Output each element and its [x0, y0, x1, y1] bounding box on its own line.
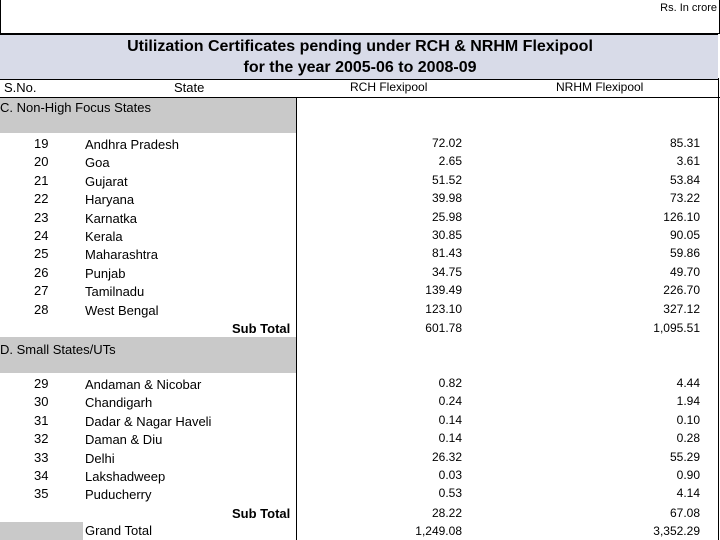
- row-nrhm-value: 73.22: [669, 191, 700, 206]
- row-state: Goa: [85, 155, 110, 171]
- row-sno: 21: [34, 172, 49, 188]
- row-rch-value: 81.43: [431, 246, 462, 261]
- row-rch-value: 0.53: [438, 486, 462, 501]
- row-rch-value: 123.10: [425, 301, 462, 316]
- row-nrhm-value: 90.05: [669, 228, 700, 242]
- row-state: Delhi: [85, 450, 115, 466]
- row-sno: 34: [34, 468, 49, 483]
- row-state: Chandigarh: [85, 395, 153, 411]
- section-d-subtotal-rch: 28.22: [431, 506, 462, 520]
- row-nrhm-value: 3.61: [676, 154, 700, 169]
- row-sno: 31: [34, 412, 49, 428]
- section-c-subtotal-rch: 601.78: [425, 321, 462, 335]
- units-box: [0, 0, 720, 34]
- row-nrhm-value: 55.29: [669, 449, 700, 464]
- row-rch-value: 0.24: [438, 394, 462, 409]
- row-rch-value: 0.82: [438, 376, 462, 390]
- section-c-label: C. Non-High Focus States: [0, 100, 152, 115]
- row-sno: 20: [34, 154, 49, 170]
- row-sno: 23: [34, 209, 49, 225]
- row-state: Puducherry: [85, 487, 152, 503]
- units-label: Rs. In crore: [660, 2, 717, 14]
- row-rch-value: 26.32: [431, 449, 462, 464]
- row-state: Dadar & Nagar Haveli: [85, 413, 212, 429]
- header-state: State: [174, 80, 205, 95]
- row-rch-value: 39.98: [431, 191, 462, 206]
- grand-total-rch: 1,249.08: [415, 524, 462, 538]
- row-sno: 22: [34, 191, 49, 207]
- row-rch-value: 34.75: [431, 264, 462, 279]
- row-rch-value: 51.52: [431, 172, 462, 187]
- row-state: Tamilnadu: [85, 284, 145, 300]
- row-state: Andhra Pradesh: [85, 137, 179, 152]
- row-nrhm-value: 49.70: [669, 264, 700, 279]
- row-state: Gujarat: [85, 173, 128, 189]
- header-sno: S.No.: [4, 80, 37, 95]
- section-d-subtotal-label: Sub Total: [232, 506, 291, 521]
- section-c-subtotal-nrhm: 1,095.51: [653, 321, 700, 335]
- row-rch-value: 2.65: [438, 154, 462, 169]
- row-sno: 33: [34, 449, 49, 465]
- row-state: Andaman & Nicobar: [85, 377, 202, 392]
- grand-total-nrhm: 3,352.29: [653, 524, 700, 538]
- grand-total-band: [0, 522, 83, 540]
- row-rch-value: 25.98: [431, 209, 462, 224]
- row-sno: 30: [34, 394, 49, 410]
- col-divider-1: [296, 97, 297, 540]
- row-sno: 28: [34, 301, 49, 317]
- row-nrhm-value: 53.84: [669, 172, 700, 187]
- row-rch-value: 139.49: [425, 283, 462, 298]
- row-state: Karnatka: [85, 210, 138, 226]
- row-nrhm-value: 4.14: [676, 486, 700, 501]
- row-sno: 29: [34, 376, 49, 391]
- row-nrhm-value: 4.44: [676, 376, 700, 390]
- page-title-line2: for the year 2005-06 to 2008-09: [243, 59, 477, 76]
- row-sno: 35: [34, 486, 49, 502]
- row-sno: 25: [34, 246, 49, 262]
- header-nrhm: NRHM Flexipool: [556, 80, 644, 94]
- row-nrhm-value: 0.90: [676, 468, 700, 482]
- row-sno: 32: [34, 431, 49, 447]
- section-d-label: D. Small States/UTs: [0, 342, 116, 357]
- row-nrhm-value: 226.70: [663, 283, 700, 298]
- grand-total-label: Grand Total: [85, 523, 152, 538]
- row-nrhm-value: 0.28: [676, 431, 700, 446]
- row-state: Kerala: [85, 229, 123, 244]
- header-divider: [0, 97, 720, 98]
- row-nrhm-value: 327.12: [663, 301, 700, 316]
- row-state: Daman & Diu: [85, 432, 163, 448]
- row-rch-value: 0.14: [438, 431, 462, 446]
- row-sno: 26: [34, 264, 49, 280]
- row-rch-value: 72.02: [431, 136, 462, 150]
- col-divider-right: [718, 78, 719, 540]
- row-nrhm-value: 126.10: [663, 209, 700, 224]
- row-state: Lakshadweep: [85, 469, 166, 484]
- row-rch-value: 30.85: [431, 228, 462, 242]
- row-state: Maharashtra: [85, 247, 158, 263]
- row-nrhm-value: 1.94: [676, 394, 700, 409]
- row-state: Haryana: [85, 192, 135, 208]
- section-c-subtotal-label: Sub Total: [232, 321, 291, 336]
- section-d-subtotal-nrhm: 67.08: [669, 506, 700, 520]
- row-nrhm-value: 85.31: [669, 136, 700, 150]
- page-title-line1: Utilization Certificates pending under RCH & NRHM Flexipool: [127, 38, 593, 55]
- row-state: Punjab: [85, 265, 126, 281]
- row-sno: 19: [34, 136, 49, 151]
- row-nrhm-value: 0.10: [676, 412, 700, 427]
- row-rch-value: 0.14: [438, 412, 462, 427]
- row-state: West Bengal: [85, 302, 159, 318]
- header-rch: RCH Flexipool: [350, 80, 428, 94]
- row-rch-value: 0.03: [438, 468, 462, 482]
- row-sno: 27: [34, 283, 49, 299]
- row-nrhm-value: 59.86: [669, 246, 700, 261]
- row-sno: 24: [34, 228, 49, 243]
